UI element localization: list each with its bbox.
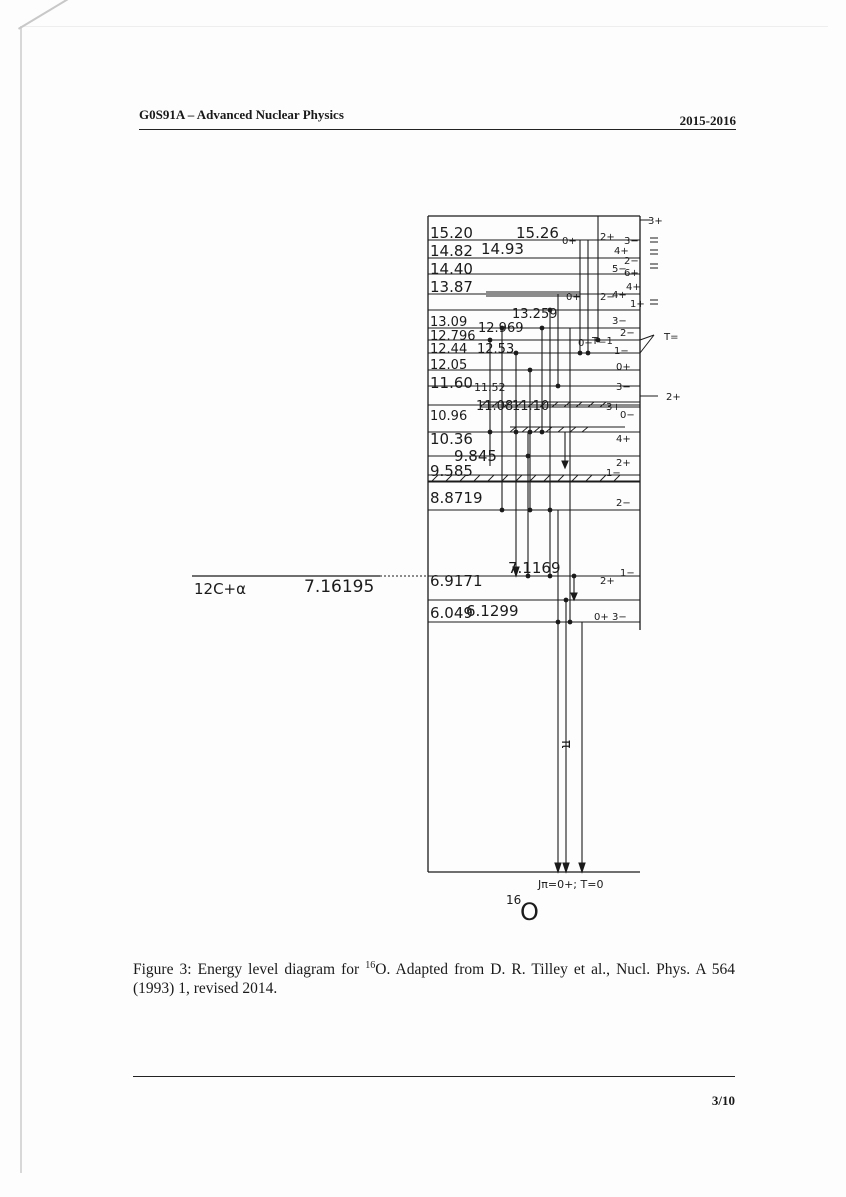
spin-label: 2+ (666, 392, 681, 403)
spin-label: 5− (612, 264, 627, 275)
spin-label: 0− (620, 410, 635, 421)
spin-label: 2− (624, 256, 639, 267)
spin-label: T=1 (592, 336, 613, 347)
spin-label: 2− (616, 498, 631, 509)
level-label: 12.05 (430, 358, 468, 373)
spin-label: 4+ (616, 434, 631, 445)
level-label: 6.1299 (466, 602, 519, 620)
spin-label: 3− (624, 236, 639, 247)
academic-year: 2015-2016 (679, 113, 736, 128)
level-label: 10.96 (430, 409, 468, 424)
level-label: 12.796 (430, 329, 476, 344)
energy-level-diagram (180, 210, 690, 930)
page-header (139, 107, 736, 130)
spin-label: T= (664, 332, 679, 343)
spin-label: 0+ (594, 612, 609, 623)
level-label: 7.1169 (508, 559, 561, 577)
caption-prefix: Figure 3: Energy level diagram for (133, 960, 366, 978)
spin-label: 4+ (612, 290, 627, 301)
threshold-energy: 7.16195 (304, 577, 375, 597)
level-label: 12.969 (478, 321, 524, 336)
footer-rule (133, 1076, 735, 1077)
page-number: 3/10 (711, 1093, 735, 1108)
spin-label: 0+ (616, 362, 631, 373)
level-label: 14.82 (430, 242, 473, 260)
spin-label: 0+ (562, 236, 577, 247)
spin-label: 1− (620, 568, 635, 579)
spin-label: 1+ (630, 299, 645, 310)
spin-label: 4+ (614, 246, 629, 257)
spin-label: 3− (616, 382, 631, 393)
level-label: 8.8719 (430, 489, 483, 507)
level-label: 14.93 (481, 240, 524, 258)
caption-suffix: O. Adapted from D. R. Tilley et al., Nucl. Phys. A 564 (1993) 1, revised 2014. (133, 960, 735, 997)
nucleus-symbol: O (520, 898, 539, 926)
level-label: 10.36 (430, 430, 473, 448)
spin-label: 6+ (624, 268, 639, 279)
level-label: 13.09 (430, 315, 468, 330)
course-title: G0S91A – Advanced Nuclear Physics (139, 107, 344, 122)
spin-label: 3+ (648, 216, 663, 227)
nucleus-mass-number: 16 (506, 893, 522, 907)
spin-label: 4+ (626, 282, 641, 293)
level-label: 11.08 (476, 399, 514, 414)
figure-caption (133, 956, 735, 998)
threshold-label: 12C+α (194, 580, 247, 598)
spin-label: 1− (614, 346, 629, 357)
spin-label: 1− (606, 468, 621, 479)
level-label: 14.40 (430, 260, 473, 278)
level-label: 6.049 (430, 604, 473, 622)
spin-label: 3− (612, 316, 627, 327)
level-label: 11.60 (430, 374, 473, 392)
level-label: 13.259 (512, 307, 558, 322)
level-label: 9.585 (430, 462, 473, 480)
spin-label: 3− (612, 612, 627, 623)
spin-label: 2+ (616, 458, 631, 469)
caption-superscript: 16 (365, 959, 376, 971)
level-label: 15.26 (516, 224, 559, 242)
level-label: 9.845 (454, 447, 497, 465)
spin-label: 3+ (606, 402, 621, 413)
alpha-threshold (192, 576, 428, 598)
spin-label: 0+ (566, 292, 581, 303)
level-label: 15.20 (430, 224, 473, 242)
level-label: 12.44 (430, 342, 468, 357)
level-label: 6.9171 (430, 572, 483, 590)
ground-state-label: Jπ=0+; T=0 (538, 878, 604, 891)
spin-label: 0− (578, 338, 593, 349)
spin-label: 2+ (600, 232, 615, 243)
level-label: 12.53 (477, 342, 515, 357)
spin-label: 2+ (600, 576, 615, 587)
level-label: 11.10 (512, 399, 550, 414)
spin-label: 2− (620, 328, 635, 339)
energy-labels (430, 224, 561, 622)
level-label: 13.87 (430, 278, 473, 296)
level-label: 11.52 (474, 381, 506, 394)
spin-label: 2− (600, 292, 615, 303)
pi-label: π (558, 740, 574, 749)
